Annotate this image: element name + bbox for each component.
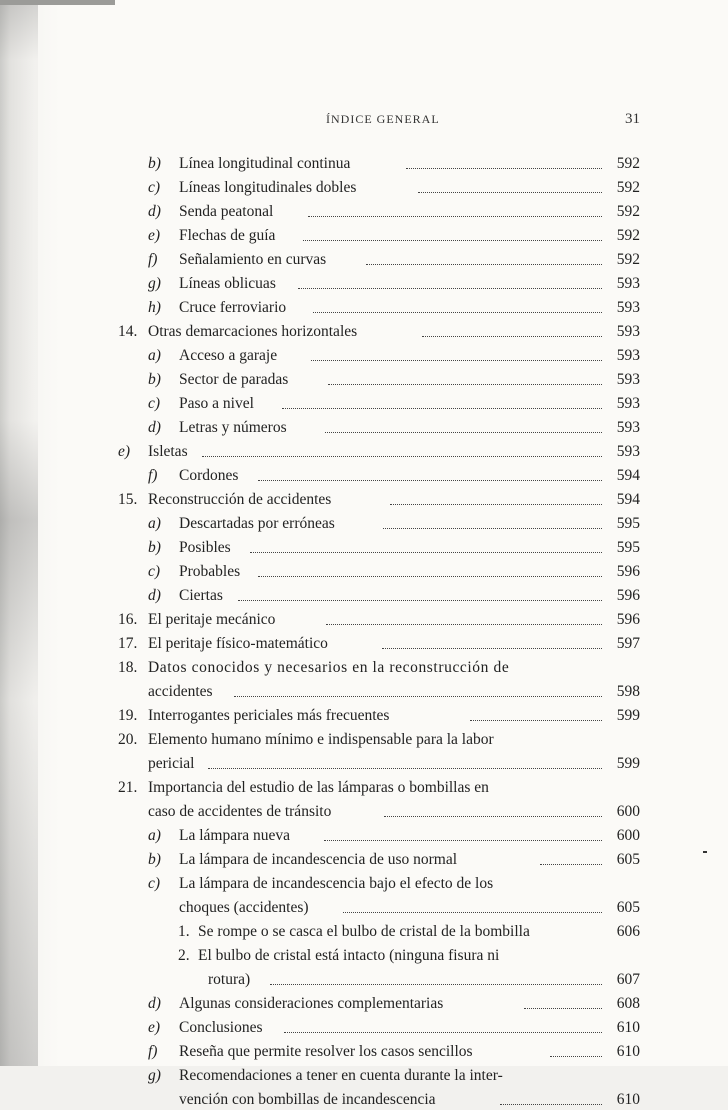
- entry-title: Cruce ferroviario: [179, 299, 287, 316]
- running-header: [0, 112, 728, 132]
- entry-page: 595: [616, 539, 640, 556]
- entry-title: Descartadas por erróneas: [179, 515, 335, 532]
- entry-number: a): [148, 347, 161, 364]
- entry-title: Líneas longitudinales dobles: [179, 179, 357, 196]
- entry-title: Cordones: [179, 467, 239, 484]
- entry-page: 592: [616, 203, 640, 220]
- entry-page: 594: [616, 467, 640, 484]
- entry-title: Se rompe o se casca el bulbo de cristal de la bombilla: [198, 923, 530, 940]
- dot-leader: [422, 334, 602, 337]
- page-number: 31: [625, 111, 640, 127]
- toc-entry: [148, 513, 640, 534]
- entry-page: 592: [616, 251, 640, 268]
- entry-title: Letras y números: [179, 419, 287, 436]
- entry-number: a): [148, 515, 161, 532]
- toc-entry: [148, 465, 640, 486]
- toc-entry: [148, 537, 640, 558]
- toc-entry: [148, 825, 640, 846]
- entry-title: Posibles: [179, 539, 231, 556]
- toc-entry: [148, 1041, 640, 1062]
- scan-top-rule: [0, 0, 115, 5]
- toc-entry: [148, 249, 640, 270]
- entry-title: Senda peatonal: [179, 203, 274, 220]
- entry-title: Acceso a garaje: [179, 347, 278, 364]
- dot-leader: [303, 238, 602, 241]
- scan-edge-shadow: [0, 0, 38, 1066]
- entry-page: 605: [616, 899, 640, 916]
- toc-entry: [118, 657, 640, 702]
- entry-number: 1.: [178, 923, 190, 940]
- entry-title: Algunas consideraciones complementarias: [179, 995, 444, 1012]
- dot-leader: [258, 574, 602, 577]
- toc-entry: [148, 1017, 640, 1038]
- dot-leader: [470, 718, 602, 721]
- entry-page: 593: [616, 419, 640, 436]
- entry-number: e): [148, 1019, 161, 1036]
- entry-title: La lámpara nueva: [179, 827, 291, 844]
- toc-entry: [118, 705, 640, 726]
- entry-page: 596: [616, 563, 640, 580]
- entry-number: f): [148, 251, 158, 268]
- entry-number: a): [148, 827, 161, 844]
- entry-page: 610: [616, 1019, 640, 1036]
- entry-title: caso de accidentes de tránsito: [148, 803, 332, 820]
- dot-leader: [550, 1054, 602, 1057]
- entry-number: d): [148, 995, 161, 1012]
- dot-leader: [238, 598, 602, 601]
- entry-title: Reseña que permite resolver los casos sencillos: [179, 1043, 473, 1060]
- dot-leader: [328, 382, 602, 385]
- entry-title-line1: El bulbo de cristal está intacto (ninguna fisura ni: [198, 947, 500, 964]
- toc-entry: [148, 345, 640, 366]
- toc-entry: [148, 201, 640, 222]
- entry-title: Flechas de guía: [179, 227, 276, 244]
- toc-entry: [118, 321, 640, 342]
- dot-leader: [326, 622, 602, 625]
- entry-page: 610: [616, 1043, 640, 1060]
- entry-number: 19.: [118, 707, 138, 724]
- entry-number: d): [148, 587, 161, 604]
- toc-entry: [118, 609, 640, 630]
- dot-leader: [500, 1102, 602, 1105]
- entry-page: 592: [616, 179, 640, 196]
- entry-page: 594: [616, 491, 640, 508]
- dot-leader: [250, 550, 602, 553]
- dot-leader: [298, 286, 602, 289]
- entry-number: c): [148, 395, 161, 412]
- entry-number: e): [148, 227, 161, 244]
- entry-title: El peritaje mecánico: [148, 611, 276, 628]
- entry-title: Línea longitudinal continua: [179, 155, 351, 172]
- dot-leader: [313, 310, 602, 313]
- entry-number: c): [148, 563, 161, 580]
- entry-title: Interrogantes periciales más frecuentes: [148, 707, 390, 724]
- toc-entry: [118, 489, 640, 510]
- entry-number: 14.: [118, 323, 138, 340]
- toc-entry: [118, 777, 640, 822]
- entry-title: Sector de paradas: [179, 371, 289, 388]
- entry-title: Paso a nivel: [179, 395, 254, 412]
- entry-title: Isletas: [148, 443, 188, 460]
- entry-page: 606: [616, 923, 640, 940]
- entry-number: h): [148, 299, 161, 316]
- entry-page: 592: [616, 155, 640, 172]
- dot-leader: [284, 1030, 602, 1033]
- entry-number: 15.: [118, 491, 138, 508]
- entry-number: 18.: [118, 659, 138, 676]
- entry-title: Ciertas: [179, 587, 223, 604]
- dot-leader: [540, 862, 602, 865]
- entry-page: 599: [616, 707, 640, 724]
- entry-page: 593: [616, 275, 640, 292]
- entry-page: 610: [616, 1091, 640, 1108]
- running-title: ÍNDICE GENERAL: [326, 112, 440, 126]
- entry-page: 593: [616, 299, 640, 316]
- entry-page: 608: [616, 995, 640, 1012]
- entry-number: c): [148, 875, 161, 892]
- toc-entry: [148, 561, 640, 582]
- dot-leader: [524, 1006, 602, 1009]
- entry-number: e): [118, 443, 131, 460]
- dot-leader: [384, 814, 602, 817]
- toc-entry: [148, 273, 640, 294]
- toc-entry: [118, 633, 640, 654]
- entry-page: 595: [616, 515, 640, 532]
- toc-entry: [148, 393, 640, 414]
- entry-number: b): [148, 371, 161, 388]
- dot-leader: [383, 526, 602, 529]
- dot-leader: [418, 190, 602, 193]
- dot-leader: [202, 454, 602, 457]
- toc-entry: [148, 297, 640, 318]
- entry-number: b): [148, 851, 161, 868]
- dot-leader: [390, 502, 602, 505]
- toc-entry: [148, 993, 640, 1014]
- entry-title: Probables: [179, 563, 241, 580]
- entry-title: Conclusiones: [179, 1019, 263, 1036]
- entry-page: 596: [616, 611, 640, 628]
- entry-page: 593: [616, 443, 640, 460]
- entry-page: 592: [616, 227, 640, 244]
- entry-title-line1: Importancia del estudio de las lámparas o bombillas en: [148, 779, 489, 796]
- entry-title-line1: La lámpara de incandescencia bajo el efecto de los: [179, 875, 494, 892]
- entry-number: g): [148, 275, 161, 292]
- entry-title-line1: Elemento humano mínimo e indispensable para la labor: [148, 731, 494, 748]
- entry-title-line1: Datos conocidos y necesarios en la reconstrucción de: [148, 659, 510, 676]
- entry-number: 2.: [178, 947, 190, 964]
- entry-page: 593: [616, 395, 640, 412]
- toc-entry: [178, 945, 640, 990]
- dot-leader: [382, 646, 602, 649]
- dot-leader: [270, 982, 602, 985]
- entry-number: d): [148, 419, 161, 436]
- entry-page: 593: [616, 371, 640, 388]
- dot-leader: [311, 358, 602, 361]
- dot-leader: [282, 406, 602, 409]
- toc-entry: [148, 849, 640, 870]
- scan-speck: [703, 851, 707, 853]
- dot-leader: [406, 166, 602, 169]
- toc-entry: [148, 153, 640, 174]
- entry-title: vención con bombillas de incandescencia: [179, 1091, 436, 1108]
- entry-number: 17.: [118, 635, 138, 652]
- entry-page: 605: [616, 851, 640, 868]
- entry-page: 599: [616, 755, 640, 772]
- toc-entry: [148, 177, 640, 198]
- entry-number: 21.: [118, 779, 138, 796]
- entry-title: El peritaje físico-matemático: [148, 635, 328, 652]
- entry-page: 596: [616, 587, 640, 604]
- toc-entry: [148, 873, 640, 918]
- toc-entry: [148, 225, 640, 246]
- entry-title-line1: Recomendaciones a tener en cuenta durante la inter-: [179, 1067, 503, 1084]
- entry-number: b): [148, 539, 161, 556]
- dot-leader: [308, 214, 602, 217]
- entry-title: Líneas oblicuas: [179, 275, 276, 292]
- dot-leader: [325, 430, 602, 433]
- dot-leader: [208, 766, 602, 769]
- dot-leader: [324, 838, 602, 841]
- entry-page: 600: [616, 827, 640, 844]
- entry-page: 593: [616, 347, 640, 364]
- dot-leader: [366, 262, 602, 265]
- entry-number: d): [148, 203, 161, 220]
- entry-number: 20.: [118, 731, 138, 748]
- entry-title: Reconstrucción de accidentes: [148, 491, 332, 508]
- entry-title: choques (accidentes): [179, 899, 309, 916]
- entry-title: La lámpara de incandescencia de uso normal: [179, 851, 458, 868]
- entry-number: c): [148, 179, 161, 196]
- entry-page: 598: [616, 683, 640, 700]
- dot-leader: [258, 478, 602, 481]
- entry-title: Señalamiento en curvas: [179, 251, 327, 268]
- toc-entry: [148, 417, 640, 438]
- entry-page: 593: [616, 323, 640, 340]
- dot-leader: [343, 910, 602, 913]
- entry-page: 600: [616, 803, 640, 820]
- toc-entry: [148, 369, 640, 390]
- toc-entry: [178, 921, 640, 942]
- dot-leader: [234, 694, 602, 697]
- entry-page: 607: [616, 971, 640, 988]
- entry-title: accidentes: [148, 683, 213, 700]
- entry-number: b): [148, 155, 161, 172]
- entry-number: f): [148, 1043, 158, 1060]
- entry-page: 597: [616, 635, 640, 652]
- entry-number: f): [148, 467, 158, 484]
- toc-entry: [148, 585, 640, 606]
- toc-entry: [118, 729, 640, 774]
- entry-title: rotura): [208, 971, 251, 988]
- entry-title: Otras demarcaciones horizontales: [148, 323, 358, 340]
- toc-entry: [148, 1065, 640, 1110]
- toc-entry: [118, 441, 640, 462]
- entry-number: 16.: [118, 611, 138, 628]
- entry-number: g): [148, 1067, 161, 1084]
- entry-title: pericial: [148, 755, 195, 772]
